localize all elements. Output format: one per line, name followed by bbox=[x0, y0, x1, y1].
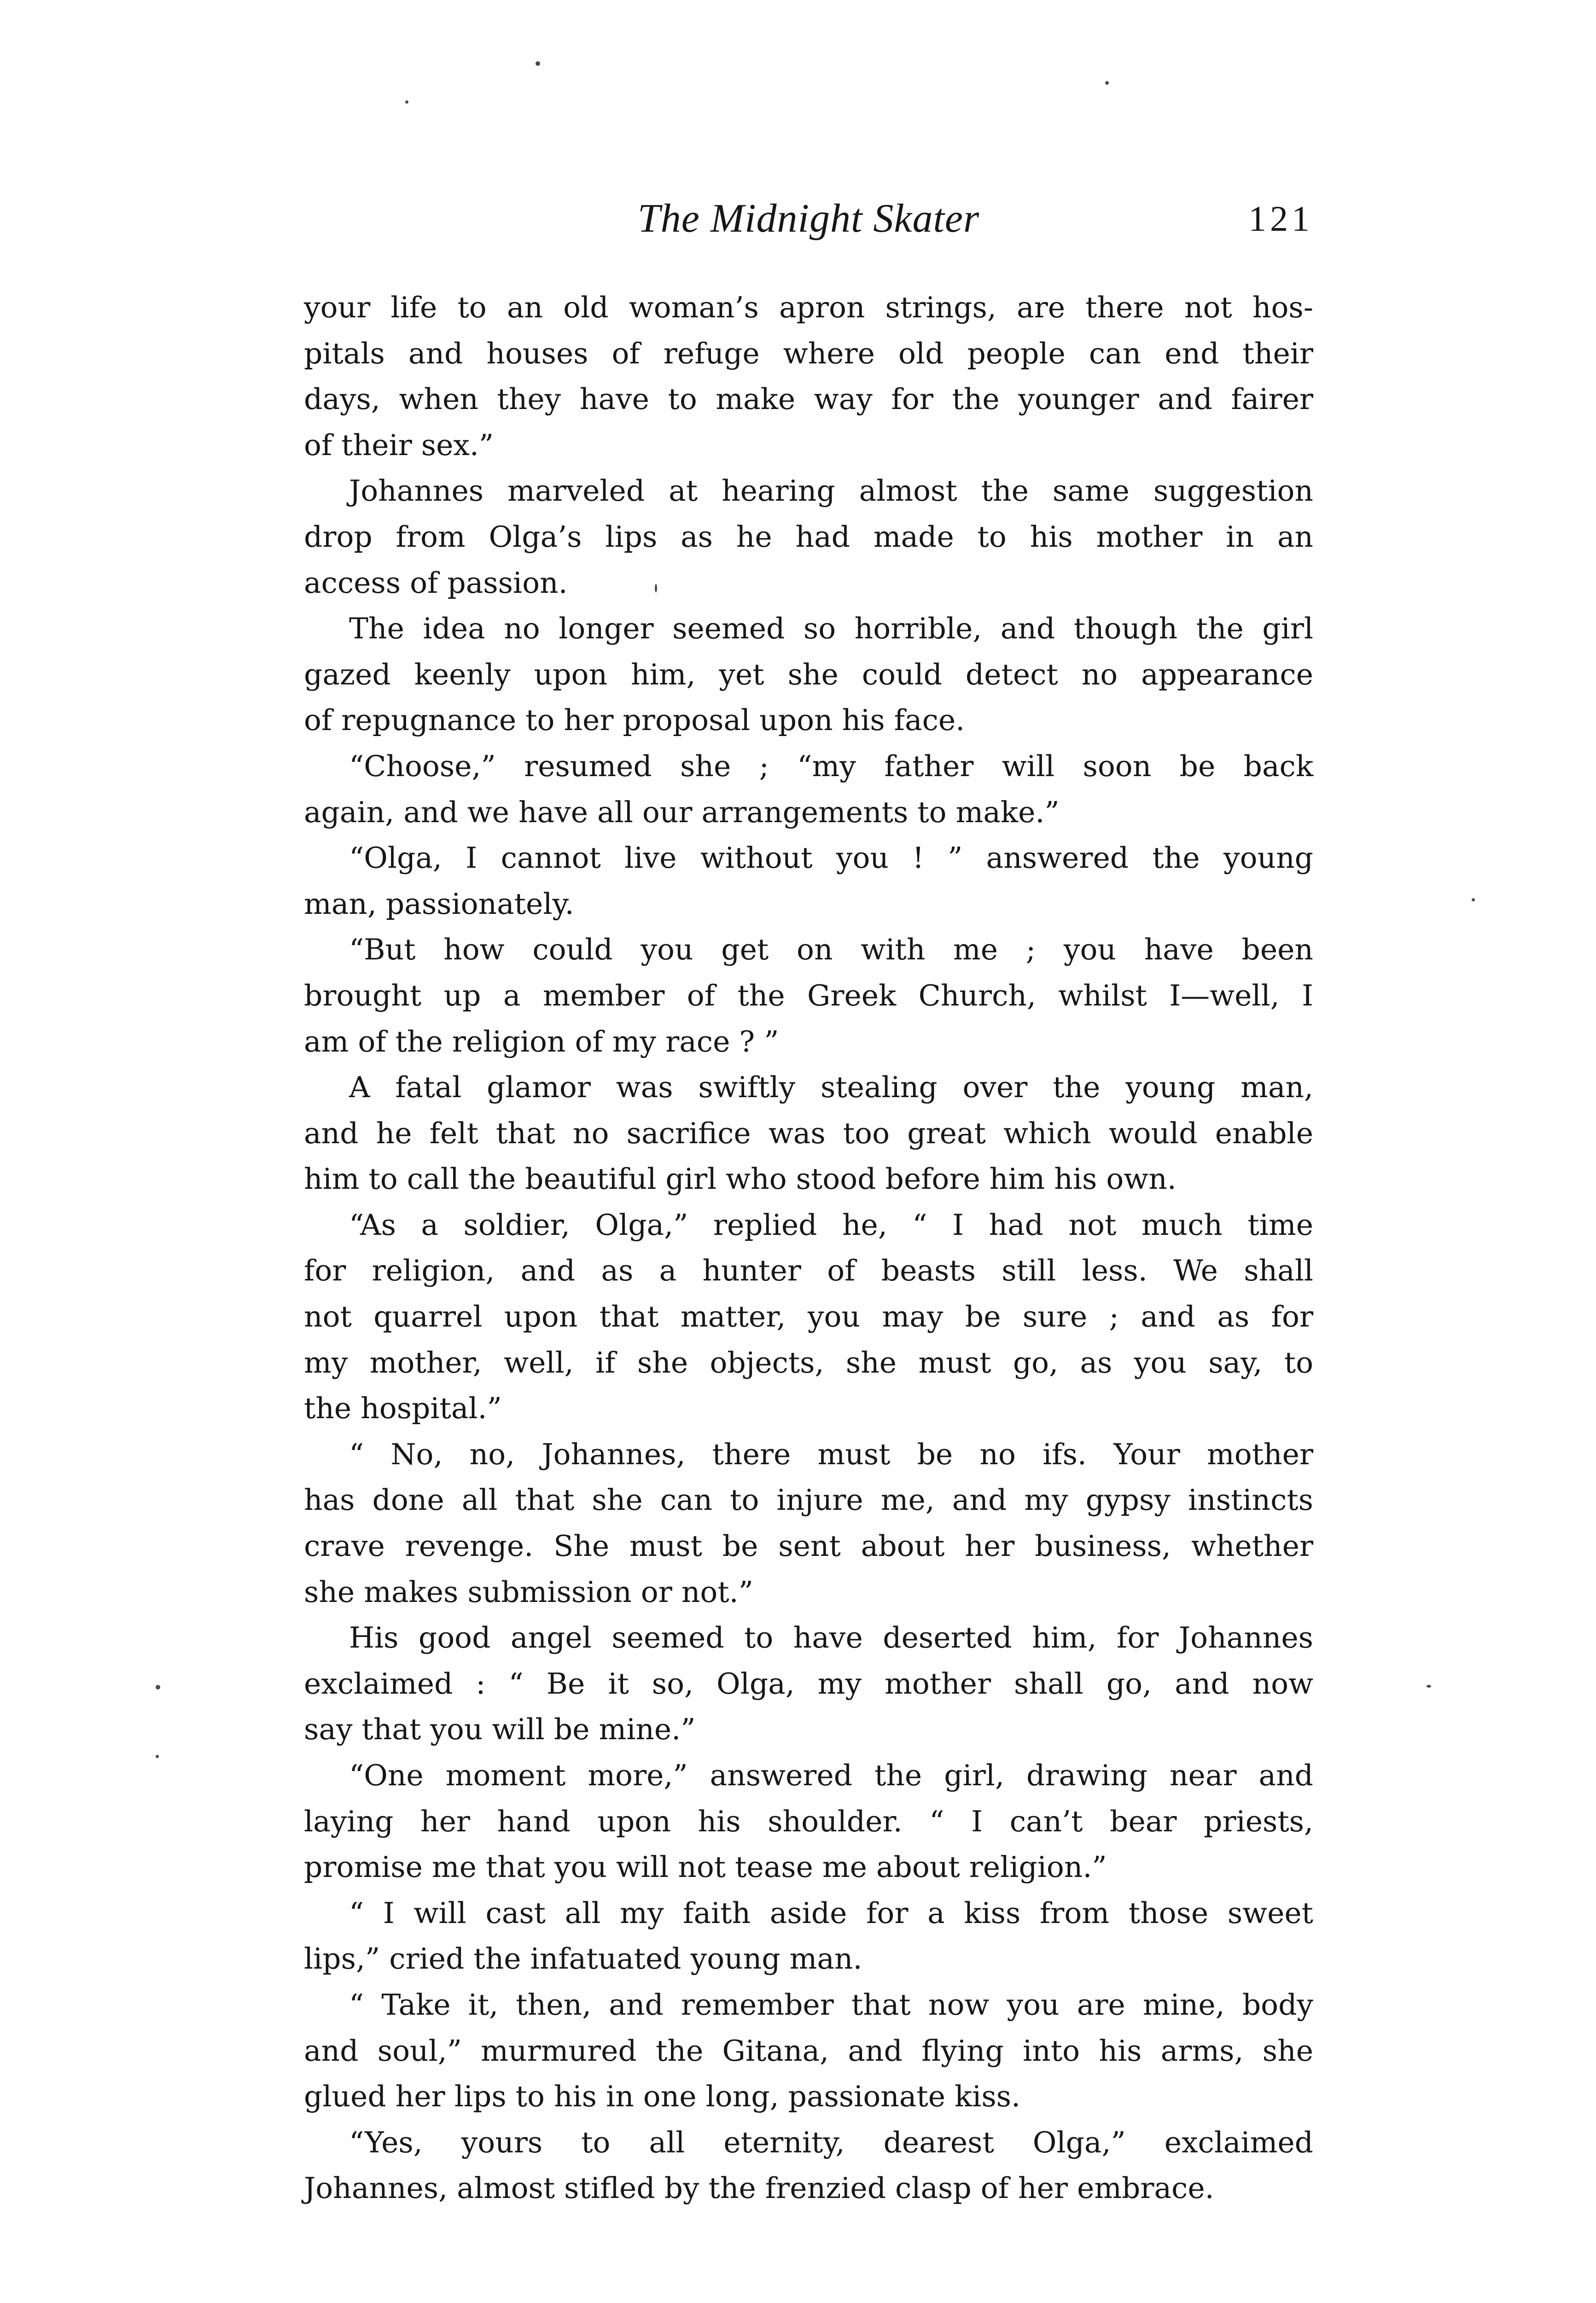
text-line: His good angel seemed to have deserted him, for Johannes bbox=[349, 1621, 1313, 1655]
scan-speck bbox=[1472, 898, 1475, 901]
page-header bbox=[304, 184, 1313, 253]
text-line: of their sex.” bbox=[304, 428, 494, 462]
text-line: “One moment more,” answered the girl, drawing near and bbox=[349, 1759, 1313, 1792]
scan-speck bbox=[655, 584, 657, 592]
text-line: and soul,” murmured the Gitana, and flying into his arms, she bbox=[304, 2034, 1313, 2068]
text-line: “ I will cast all my faith aside for a kiss from those sweet bbox=[349, 1896, 1313, 1930]
text-line: am of the religion of my race ? ” bbox=[304, 1024, 779, 1058]
text-line: and he felt that no sacrifice was too great which would enable bbox=[304, 1116, 1313, 1150]
text-line: crave revenge. She must be sent about her business, whether bbox=[304, 1529, 1313, 1563]
scan-speck bbox=[156, 1685, 160, 1689]
text-line: Johannes, almost stifled by the frenzied clasp of her embrace. bbox=[304, 2171, 1214, 2205]
text-line: your life to an old woman’s apron strings, are there not hos- bbox=[304, 291, 1313, 324]
text-line: “Olga, I cannot live without you ! ” answered the young bbox=[349, 841, 1313, 875]
scan-speck bbox=[405, 100, 408, 104]
text-line: say that you will be mine.” bbox=[304, 1713, 696, 1747]
text-line: days, when they have to make way for the younger and fairer bbox=[304, 382, 1313, 416]
text-line: exclaimed : “ Be it so, Olga, my mother shall go, and now bbox=[304, 1666, 1313, 1701]
text-line: brought up a member of the Greek Church, whilst I—well, I bbox=[304, 978, 1313, 1012]
text-line: pitals and houses of refuge where old people can end their bbox=[304, 336, 1313, 370]
text-line: him to call the beautiful girl who stood before him his own. bbox=[304, 1162, 1177, 1196]
text-line: not quarrel upon that matter, you may be sure ; and as for bbox=[304, 1300, 1313, 1334]
text-line: “Yes, yours to all eternity, dearest Olga,” exclaimed bbox=[349, 2125, 1313, 2159]
text-line: the hospital.” bbox=[304, 1391, 502, 1426]
text-line: “ Take it, then, and remember that now you are mine, body bbox=[349, 1987, 1313, 2022]
text-line: promise me that you will not tease me about religion.” bbox=[304, 1850, 1107, 1884]
text-line: gazed keenly upon him, yet she could detect no appearance bbox=[304, 657, 1313, 691]
body-text bbox=[304, 285, 1313, 2211]
text-line: “But how could you get on with me ; you have been bbox=[349, 933, 1313, 967]
text-line: has done all that she can to injure me, and my gypsy instincts bbox=[304, 1483, 1313, 1517]
text-line: access of passion. bbox=[304, 566, 568, 600]
text-line: The idea no longer seemed so horrible, and though the girl bbox=[349, 612, 1313, 646]
text-line: of repugnance to her proposal upon his face. bbox=[304, 703, 965, 737]
text-line: my mother, well, if she objects, she must go, as you say, to bbox=[304, 1345, 1313, 1379]
text-line: again, and we have all our arrangements to make.” bbox=[304, 795, 1060, 829]
text-line: lips,” cried the infatuated young man. bbox=[304, 1942, 862, 1976]
running-title: The Midnight Skater bbox=[637, 196, 980, 241]
scan-speck bbox=[156, 1755, 159, 1758]
text-line: for religion, and as a hunter of beasts still less. We shall bbox=[304, 1254, 1313, 1288]
text-line: Johannes marveled at hearing almost the same suggestion bbox=[349, 474, 1313, 508]
scan-speck bbox=[536, 61, 540, 66]
scan-speck bbox=[1105, 81, 1109, 85]
text-line: laying her hand upon his shoulder. “ I can’t bear priests, bbox=[304, 1804, 1313, 1838]
text-line: drop from Olga’s lips as he had made to his mother in an bbox=[304, 520, 1313, 554]
text-line: “ No, no, Johannes, there must be no ifs. Your mother bbox=[349, 1437, 1313, 1471]
text-line: “As a soldier, Olga,” replied he, “ I had not much time bbox=[349, 1208, 1313, 1242]
text-line: A fatal glamor was swiftly stealing over the young man, bbox=[349, 1070, 1313, 1105]
text-line: man, passionately. bbox=[304, 887, 574, 921]
text-line: she makes submission or not.” bbox=[304, 1575, 753, 1609]
page-number: 121 bbox=[1248, 199, 1313, 239]
text-line: glued her lips to his in one long, passionate kiss. bbox=[304, 2080, 1021, 2114]
text-line: “Choose,” resumed she ; “my father will soon be back bbox=[349, 749, 1313, 783]
scan-speck bbox=[1427, 1685, 1431, 1688]
